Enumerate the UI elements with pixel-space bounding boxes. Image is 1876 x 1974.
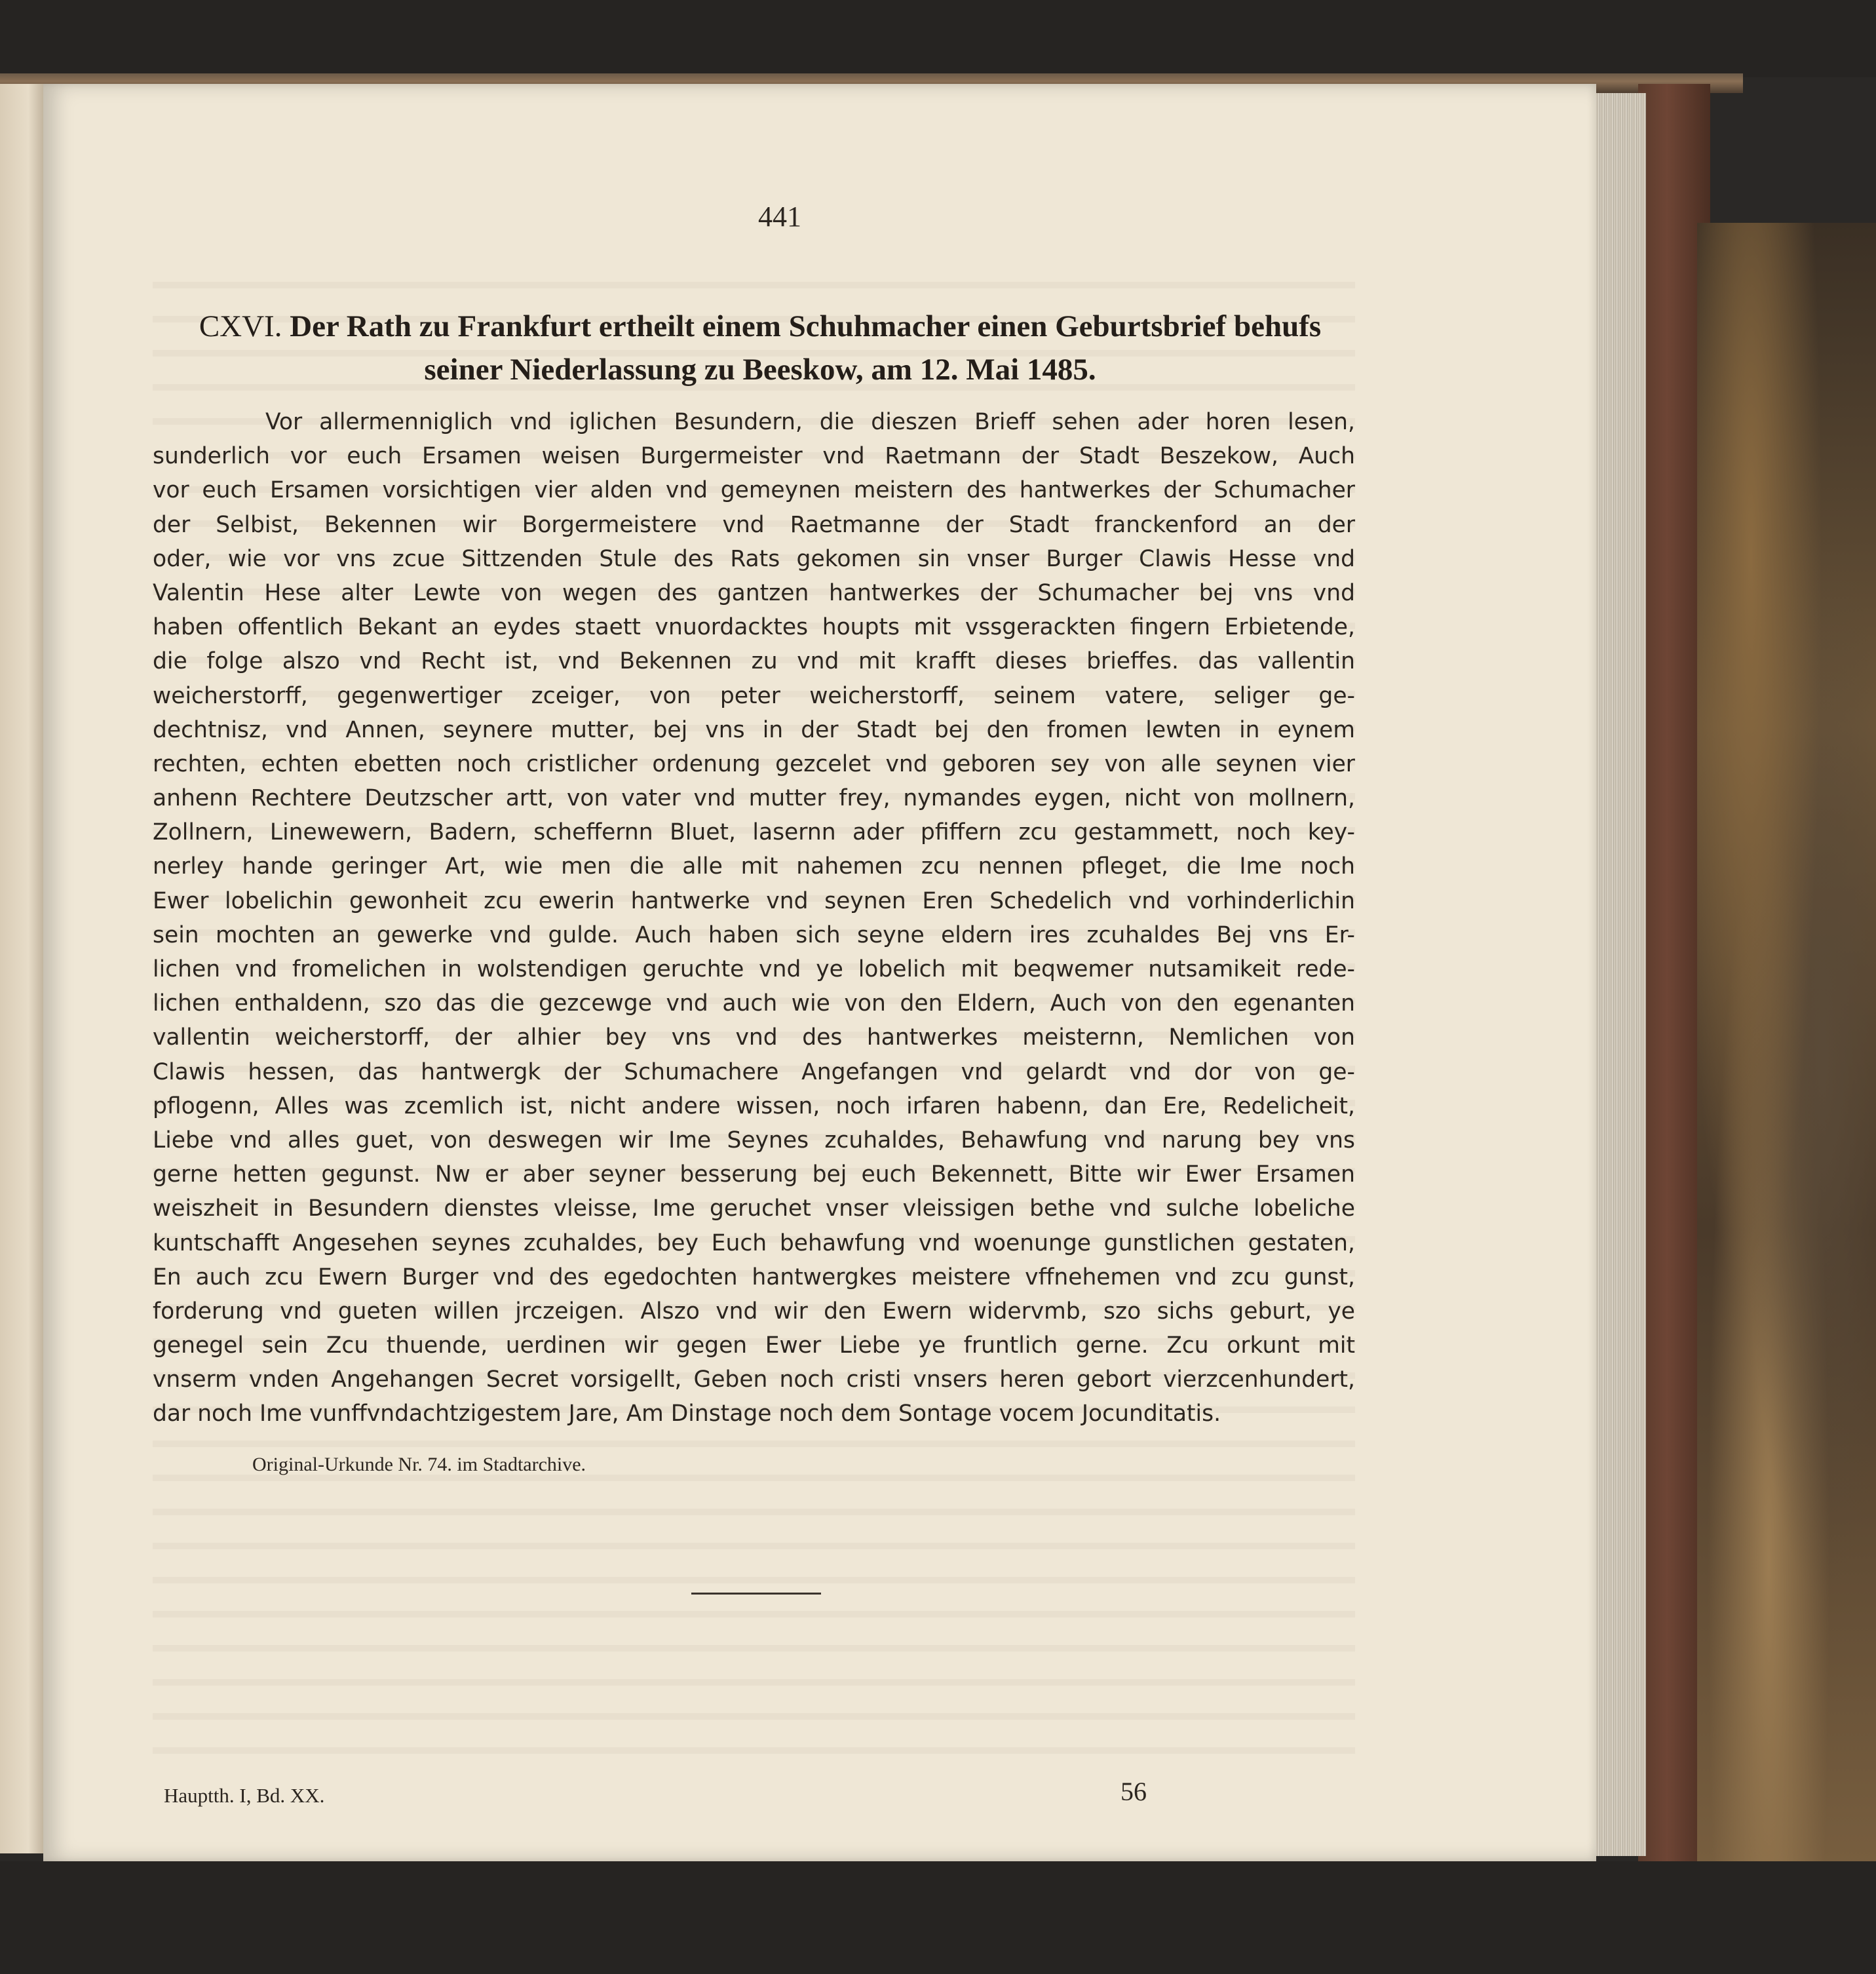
body-line: forderung vnd gueten willen jrczeigen. Alszo vnd wir den Ewern widervmb, szo sichs geburt, ye: [153, 1298, 1355, 1325]
body-line: anhenn Rechtere Deutzscher artt, von vater vnd mutter frey, nymandes eygen, nicht von mollnern,: [153, 785, 1355, 812]
heading-title: Der Rath zu Frankfurt ertheilt einem Schuhmacher einen Geburtsbrief behufs seiner Niederlassung zu Beeskow, am 12. Mai 1485.: [290, 309, 1322, 387]
body-line: haben offentlich Bekant an eydes staett vnuordacktes houpts mit vssgerackten fingern Erbietende,: [153, 614, 1355, 641]
body-line: die folge alszo vnd Recht ist, vnd Bekennen zu vnd mit krafft dieses brieffes. das vallentin: [153, 648, 1355, 675]
body-line: oder, wie vor vns zcue Sittzenden Stule des Rats gekomen sin vnser Burger Clawis Hesse vnd: [153, 545, 1355, 572]
body-line: kuntschafft Angesehen seynes zcuhaldes, bey Euch behawfung vnd woenunge gunstlichen gestaten,: [153, 1229, 1355, 1256]
body-line: pflogenn, Alles was zcemlich ist, nicht andere wissen, noch irfaren habenn, dan Ere, Redelicheit,: [153, 1093, 1355, 1119]
body-line: Vor allermenniglich vnd iglichen Besundern, die dieszen Brieff sehen ader horen lesen,: [265, 409, 1355, 435]
page-number: 441: [758, 201, 801, 233]
background-bottom: [0, 1861, 1876, 1974]
body-line: Valentin Hese alter Lewte von wegen des gantzen hantwerkes der Schumacher bej vns vnd: [153, 579, 1355, 606]
body-line: dechtnisz, vnd Annen, seynere mutter, bej vns in der Stadt bej den fromen lewten in eynem: [153, 716, 1355, 743]
body-line: der Selbist, Bekennen wir Borgermeistere vnd Raetmanne der Stadt franckenford an der: [153, 511, 1355, 538]
body-line: Liebe vnd alles guet, von deswegen wir Ime Seynes zcuhaldes, Behawfung vnd narung bey vns: [153, 1127, 1355, 1153]
body-line: vnserm vnden Angehangen Secret vorsigellt, Geben noch cristi vnsers heren gebort vierzcenhundert,: [153, 1366, 1355, 1393]
body-line: rechten, echten ebetten noch cristlicher ordenung gezcelet vnd geboren sey von alle seynen vier: [153, 750, 1355, 777]
heading-number: CXVI.: [199, 309, 282, 343]
marbled-cover: [1697, 223, 1876, 1901]
facing-page-edge: [0, 84, 47, 1853]
body-line: nerley hande geringer Art, wie men die alle mit nahemen zcu nennen pfleget, die Ime noch: [153, 853, 1355, 880]
body-line: gerne hetten gegunst. Nw er aber seyner besserung bej euch Bekennett, Bitte wir Ewer Ersamen: [153, 1161, 1355, 1188]
page-stack-edges: [1591, 93, 1646, 1856]
body-line: sunderlich vor euch Ersamen weisen Burgermeister vnd Raetmann der Stadt Beszekow, Auch: [153, 443, 1355, 470]
body-line: vor euch Ersamen vorsichtigen vier alden vnd gemeynen meistern des hantwerkes der Schumacher: [153, 477, 1355, 504]
footer-volume: Hauptth. I, Bd. XX.: [164, 1784, 325, 1807]
body-line: sein mochten an gewerke vnd gulde. Auch haben sich seyne eldern ires zcuhaldes Bej vns Er-: [153, 921, 1355, 948]
body-line: En auch zcu Ewern Burger vnd des egedochten hantwergkes meistere vffnehemen vnd zcu gunst,: [153, 1264, 1355, 1290]
footer-signature: 56: [1120, 1777, 1147, 1806]
body-line: weicherstorff, gegenwertiger zceiger, von peter weicherstorff, seinem vatere, seliger ge-: [153, 682, 1355, 709]
body-line: Clawis hessen, das hantwergk der Schumachere Angefangen vnd gelardt vnd dor von ge-: [153, 1058, 1355, 1085]
body-line: Zollnern, Linewewern, Badern, scheffernn Bluet, lasernn ader pfiffern zcu gestammett, noch key-: [153, 819, 1355, 846]
body-line: lichen enthaldenn, szo das die gezcewge vnd auch wie von den Eldern, Auch von den egenanten: [153, 990, 1355, 1017]
source-note: Original-Urkunde Nr. 74. im Stadtarchive.: [252, 1454, 586, 1475]
background-top: [0, 0, 1876, 77]
body-line: lichen vnd fromelichen in wolstendigen geruchte vnd ye lobelich mit beqwemer nutsamikeit rede-: [153, 956, 1355, 982]
body-line: dar noch Ime vunffvndachtzigestem Jare, Am Dinstage noch dem Sontage vocem Jocunditatis.: [153, 1401, 1221, 1427]
body-line: genegel sein Zcu thuende, uerdinen wir gegen Ewer Liebe ye fruntlich gerne. Zcu orkunt mit: [153, 1332, 1355, 1359]
body-line: weiszheit in Besundern dienstes vleisse, Ime geruchet vnser vleissigen bethe vnd sulche lobeliche: [153, 1195, 1355, 1222]
document-heading: [157, 305, 1363, 391]
section-divider: [691, 1593, 821, 1595]
body-line: Ewer lobelichin gewonheit zcu ewerin hantwerke vnd seynen Eren Schedelich vnd vorhinderlichin: [153, 887, 1355, 914]
body-line: vallentin weicherstorff, der alhier bey vns vnd des hantwerkes meisternn, Nemlichen von: [153, 1024, 1355, 1051]
document-body: [153, 405, 1355, 1431]
